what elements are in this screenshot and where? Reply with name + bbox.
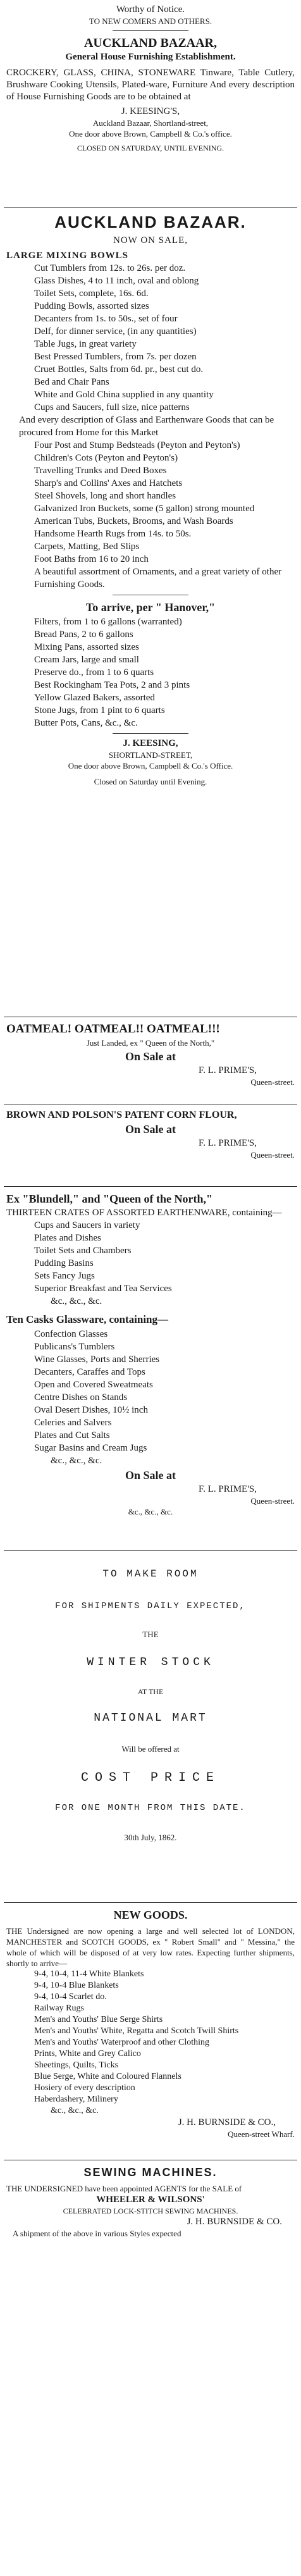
list-item: 9-4, 10-4, 11-4 White Blankets — [34, 1969, 144, 1979]
ad-signature: J. KEESING, — [123, 738, 178, 748]
shipments-line: FOR SHIPMENTS DAILY EXPECTED, — [55, 1601, 246, 1611]
worthy-of-notice: Worthy of Notice. — [116, 4, 185, 15]
list-item: Open and Covered Sweatmeats — [34, 1380, 153, 1390]
ad-description: CELEBRATED LOCK-STITCH SEWING MACHINES. — [63, 2207, 238, 2215]
ad-headline: Ex "Blundell," and "Queen of the North," — [6, 1192, 213, 1205]
list-item: Publicans's Tumblers — [34, 1342, 115, 1352]
list-item: Sharp's and Collins' Axes and Hatchets — [34, 478, 183, 488]
will-be-offered: Will be offered at — [121, 1744, 180, 1754]
ad-tail: A shipment of the above in various Styles expected — [13, 2229, 181, 2238]
winter-stock: WINTER STOCK — [87, 1656, 214, 1669]
ad-street: Queen-street Wharf. — [228, 2129, 295, 2139]
ad-maker: WHEELER & WILSONS' — [96, 2195, 205, 2205]
list-item: Cream Jars, large and small — [34, 655, 139, 665]
ad-title: AUCKLAND BAZAAR, — [83, 36, 217, 50]
advert-national-mart — [4, 1551, 297, 1903]
advert-earthenware — [4, 1187, 297, 1551]
list-item: Preserve do., from 1 to 6 quarts — [34, 667, 154, 678]
list-item: Confection Glasses — [34, 1329, 108, 1339]
list-item: Plates and Cut Salts — [34, 1430, 110, 1440]
list-item: Toilet Sets and Chambers — [34, 1246, 132, 1256]
list-item: Carpets, Matting, Bed Slips — [34, 542, 140, 552]
list-item: Oval Desert Dishes, 10½ inch — [34, 1405, 148, 1415]
ad-address-2: One door above Brown, Campbell & Co.'s office. — [69, 129, 232, 139]
goods-list — [6, 1969, 295, 2117]
ad-street: Queen-street. — [250, 1150, 295, 1160]
on-sale-at: On Sale at — [125, 1469, 176, 1482]
ad-title: AUCKLAND BAZAAR. — [54, 213, 247, 232]
ad-lead: THE Undersigned are now opening a large and well selected lot of LONDON, MANCHESTER and SCOTCH GOODS, ex " Robert Small" and " Messina," the whole of which will be disposed of at very low rates. Expecting further shipments, shortly to arrive— — [6, 1926, 295, 1968]
ad-lead: THE UNDERSIGNED have been appointed AGENTS for the SALE of — [6, 2184, 242, 2193]
list-item: Centre Dishes on Stands — [34, 1392, 128, 1403]
list-item: Decanters from 1s. to 50s., set of four — [34, 314, 178, 324]
list-item: Cruet Bottles, Salts from 6d. pr., best cut do. — [34, 364, 204, 375]
ad-date: 30th July, 1862. — [124, 1833, 177, 1842]
list-item: Handsome Hearth Rugs from 14s. to 50s. — [34, 529, 192, 539]
list-item: LARGE MIXING BOWLS — [6, 251, 129, 261]
list-item: Wine Glasses, Ports and Sherries — [34, 1354, 160, 1365]
cost-price: COST PRICE — [80, 1771, 221, 1785]
national-mart: NATIONAL MART — [94, 1712, 207, 1725]
list-item: Yellow Glazed Bakers, assorted — [34, 693, 155, 703]
ad-lead: THIRTEEN CRATES OF ASSORTED EARTHENWARE, containing— — [6, 1208, 282, 1218]
list-item: Sheetings, Quilts, Ticks — [34, 2060, 119, 2070]
list-item: 9-4, 10-4 Scarlet do. — [34, 1992, 107, 2002]
list-item: Toilet Sets, complete, 16s. 6d. — [34, 288, 149, 299]
divider — [113, 30, 188, 31]
ad-signature: J. H. BURNSIDE & CO., — [178, 2117, 276, 2127]
ad-headline: SEWING MACHINES. — [83, 2166, 218, 2179]
advert-oatmeal — [4, 1017, 297, 1105]
advert-auckland-bazaar-sale — [4, 208, 297, 1017]
list-item: Sugar Basins and Cream Jugs — [34, 1443, 147, 1453]
on-sale-at: On Sale at — [125, 1123, 176, 1136]
list-item: Steel Shovels, long and short handles — [34, 491, 176, 501]
list-item: Best Rockingham Tea Pots, 2 and 3 pints — [34, 680, 190, 690]
list-item: And every description of Glass and Earthenware Goods that can be procured from Home for this Market — [19, 415, 274, 438]
list-item: Bread Pans, 2 to 6 gallons — [34, 629, 133, 640]
one-month-line: FOR ONE MONTH FROM THIS DATE. — [55, 1803, 246, 1813]
list-item: Pudding Basins — [34, 1258, 94, 1268]
ad-tail: &c., &c., &c. — [128, 1507, 173, 1516]
ad-headline: NEW GOODS. — [113, 1909, 188, 1921]
advert-auckland-bazaar-notice — [4, 0, 297, 208]
now-on-sale: NOW ON SALE, — [113, 235, 188, 245]
on-sale-at: On Sale at — [125, 1050, 176, 1063]
list-item: Glass Dishes, 4 to 11 inch, oval and oblong — [34, 276, 199, 286]
list-item: Children's Cots (Peyton and Peyton's) — [34, 453, 178, 463]
list-item: Plates and Dishes — [34, 1233, 101, 1243]
list-item: Decanters, Caraffes and Tops — [34, 1367, 145, 1377]
list-item: Butter Pots, Cans, &c., &c. — [34, 718, 138, 728]
list-item: Men's and Youths' Waterproof and other Clothing — [34, 2038, 210, 2047]
arrive-item-list — [6, 616, 295, 729]
ad-signature: J. KEESING'S, — [121, 106, 180, 116]
to-make-room: TO MAKE ROOM — [102, 1568, 199, 1580]
ad-subtitle: General House Furnishing Establishment. — [65, 52, 236, 62]
list-item: Table Jugs, in great variety — [34, 339, 137, 349]
list-item: American Tubs, Buckets, Brooms, and Wash Boards — [34, 516, 233, 526]
ad-closed-note: CLOSED ON SATURDAY, UNTIL EVENING. — [77, 144, 224, 152]
ad-address: Auckland Bazaar, Shortland-street, — [92, 118, 209, 128]
list-item: Mixing Pans, assorted sizes — [34, 642, 139, 652]
list-item: Blue Serge, White and Coloured Flannels — [34, 2072, 181, 2081]
list-item: Celeries and Salvers — [34, 1418, 112, 1428]
the-label: THE — [142, 1630, 159, 1639]
list-item: Hosiery of every description — [34, 2083, 135, 2093]
list-item: Cups and Saucers, full size, nice patterns — [34, 402, 190, 412]
list-item: Superior Breakfast and Tea Services — [34, 1284, 172, 1294]
list-item: &c., &c., &c. — [51, 1296, 102, 1306]
ad-street: Queen-street. — [250, 1077, 295, 1087]
list-item: Travelling Trunks and Deed Boxes — [34, 466, 167, 476]
list-item: Railway Rugs — [34, 2003, 84, 2013]
list-item: Bed and Chair Pans — [34, 377, 109, 387]
list-item: Foot Baths from 16 to 20 inch — [34, 554, 149, 564]
list-item: Delf, for dinner service, (in any quantities) — [34, 326, 197, 337]
list-item: Cups and Saucers in variety — [34, 1220, 140, 1230]
advert-new-goods — [4, 1903, 297, 2160]
ad-seller: F. L. PRIME'S, — [199, 1138, 257, 1148]
divider — [113, 733, 188, 734]
ad-street: Queen-street. — [250, 1496, 295, 1506]
glassware-heading: Ten Casks Glassware, containing— — [6, 1313, 168, 1325]
ad-seller: F. L. PRIME'S, — [199, 1065, 257, 1075]
ad-headline: OATMEAL! OATMEAL!! OATMEAL!!! — [6, 1022, 220, 1036]
list-item: Men's and Youths' Blue Serge Shirts — [34, 2015, 163, 2024]
list-item: White and Gold China supplied in any quantity — [34, 390, 214, 400]
list-item: Cut Tumblers from 12s. to 26s. per doz. — [34, 263, 186, 273]
advert-corn-flour — [4, 1105, 297, 1187]
list-item: Pudding Bowls, assorted sizes — [34, 301, 149, 311]
list-item: Four Post and Stump Bedsteads (Peyton and Peyton's) — [34, 440, 240, 450]
list-item: 9-4, 10-4 Blue Blankets — [34, 1981, 119, 1990]
ad-seller: F. L. PRIME'S, — [199, 1484, 257, 1494]
list-item: Best Pressed Tumblers, from 7s. per dozen — [34, 352, 197, 362]
ad-street: SHORTLAND-STREET, — [108, 750, 193, 760]
newspaper-column — [4, 0, 297, 2265]
list-item: Haberdashery, Milinery — [34, 2095, 118, 2104]
ad-address: One door above Brown, Campbell & Co.'s Office. — [68, 761, 233, 771]
list-item: Stone Jugs, from 1 pint to 6 quarts — [34, 705, 165, 715]
to-new-comers: TO NEW COMERS AND OTHERS. — [89, 16, 212, 26]
to-arrive-heading: To arrive, per " Hanover," — [85, 601, 216, 614]
list-item: A beautiful assortment of Ornaments, and a great variety of other Furnishing Goods. — [34, 567, 282, 590]
ad-closed-note: Closed on Saturday until Evening. — [94, 777, 207, 786]
list-item: &c., &c., &c. — [51, 1456, 102, 1466]
ad-headline: BROWN AND POLSON'S PATENT CORN FLOUR, — [6, 1110, 237, 1120]
list-item: Prints, White and Grey Calico — [34, 2049, 141, 2059]
earthenware-list — [6, 1219, 295, 1308]
list-item: Men's and Youths' White, Regatta and Scotch Twill Shirts — [34, 2026, 239, 2036]
glassware-list — [6, 1328, 295, 1467]
list-item: Galvanized Iron Buckets, some (5 gallon) strong mounted — [34, 504, 255, 514]
list-item: Filters, from 1 to 6 gallons (warranted) — [34, 617, 182, 627]
ad-subline: Just Landed, ex " Queen of the North," — [86, 1038, 215, 1048]
ad-signature: J. H. BURNSIDE & CO. — [187, 2217, 282, 2227]
sale-item-list — [6, 249, 295, 591]
advert-sewing-machines — [4, 2160, 297, 2265]
ad-body: CROCKERY, GLASS, CHINA, STONEWARE Tinware, Table Cutlery, Brushware Cooking Utensils, Plated-ware, Furniture And every description of House Furnishing Goods are to be obtained at — [6, 68, 295, 102]
list-item: Sets Fancy Jugs — [34, 1271, 95, 1281]
at-the-label: AT THE — [137, 1687, 164, 1696]
list-item: &c., &c., &c. — [51, 2106, 99, 2115]
